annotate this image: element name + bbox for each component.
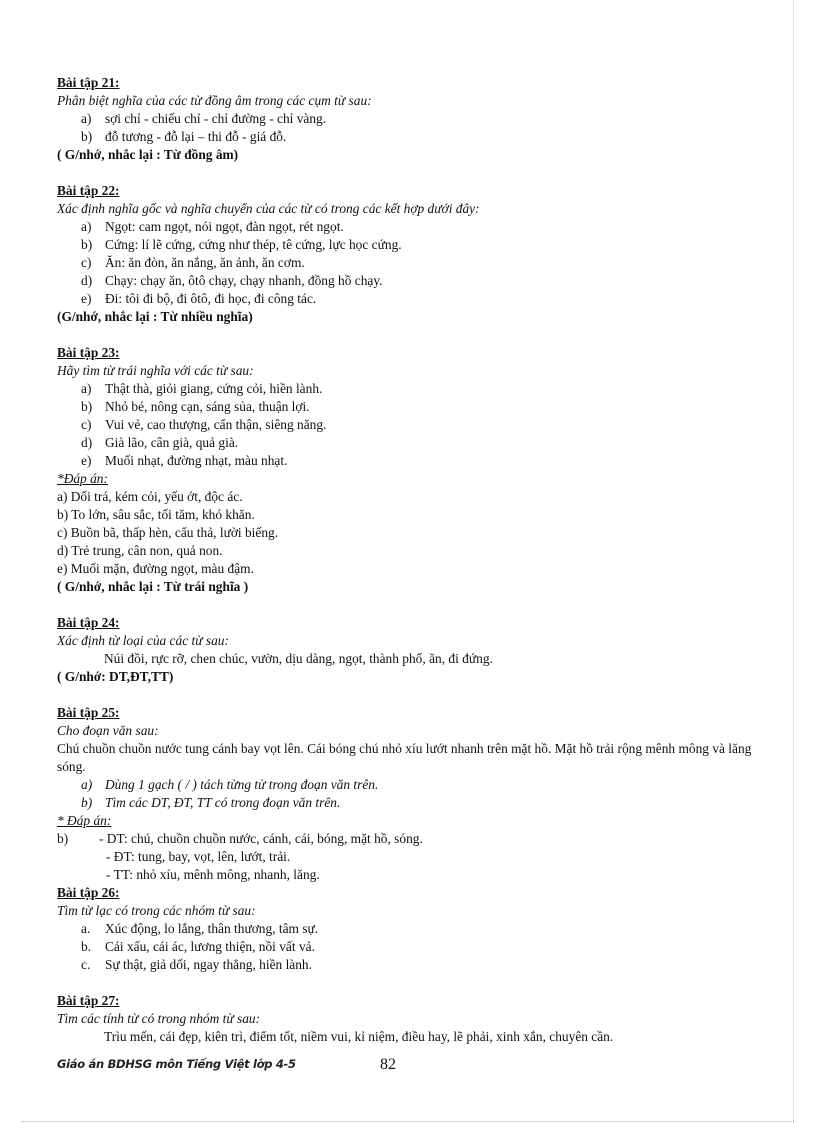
exercise-title: Bài tập 27: <box>57 993 120 1008</box>
list-item: a. Xúc động, lo lắng, thân thương, tâm sự. <box>81 921 319 936</box>
answer-line: b) To lớn, sâu sắc, tối tăm, khó khăn. <box>57 507 255 522</box>
page-number: 82 <box>380 1056 396 1073</box>
list-item: b) Cứng: lí lẽ cứng, cứng như thép, tê cứng, lực học cứng. <box>81 237 402 252</box>
exercise-instruction: Xác định nghĩa gốc và nghĩa chuyển của các từ có trong các kết hợp dưới đây: <box>57 201 480 216</box>
exercise-instruction: Cho đoạn văn sau: <box>57 723 159 738</box>
exercise-note: ( G/nhớ: DT,ĐT,TT) <box>57 669 174 684</box>
exercise-21 <box>57 74 757 164</box>
list-item: d) Già lão, cân già, quả già. <box>81 435 239 450</box>
exercise-24 <box>57 614 757 686</box>
list-item: e) Muối nhạt, đường nhạt, màu nhạt. <box>81 453 288 468</box>
answer-label: *Đáp án: <box>57 471 108 486</box>
exercise-instruction: Phân biệt nghĩa của các từ đồng âm trong các cụm từ sau: <box>57 93 372 108</box>
list-item: c) Vui vẻ, cao thượng, cẩn thận, siêng năng. <box>81 417 327 432</box>
exercise-23 <box>57 344 757 596</box>
list-item: d) Chạy: chạy ăn, ôtô chạy, chạy nhanh, đồng hồ chạy. <box>81 273 383 288</box>
exercise-25 <box>57 704 757 884</box>
list-item: b) Tìm các DT, ĐT, TT có trong đoạn văn trên. <box>81 795 341 810</box>
exercise-note: (G/nhớ, nhắc lại : Từ nhiều nghĩa) <box>57 309 253 324</box>
answer-line: c) Buồn bã, thấp hèn, cẩu thả, lười biếng. <box>57 525 279 540</box>
exercise-26 <box>57 884 757 974</box>
exercise-instruction: Xác định từ loại của các từ sau: <box>57 633 229 648</box>
answer-label: * Đáp án: <box>57 813 112 828</box>
answer-group <box>57 830 757 884</box>
exercise-instruction: Hãy tìm từ trái nghĩa với các từ sau: <box>57 363 254 378</box>
exercise-title: Bài tập 26: <box>57 885 120 900</box>
word-list: Trìu mến, cái đẹp, kiên trì, điểm tốt, niềm vui, kỉ niệm, điều hay, lẽ phải, xinh xắn, chuyên cần. <box>104 1029 614 1044</box>
exercise-title: Bài tập 24: <box>57 615 120 630</box>
exercise-instruction: Tìm từ lạc có trong các nhóm từ sau: <box>57 903 256 918</box>
list-item: c) Ăn: ăn đòn, ăn nắng, ăn ảnh, ăn cơm. <box>81 255 305 270</box>
list-item: b. Cái xấu, cái ác, lương thiện, nồi vất vả. <box>81 939 315 954</box>
exercise-title: Bài tập 25: <box>57 705 120 720</box>
answer-line: - DT: chú, chuồn chuồn nước, cánh, cái, bóng, mặt hồ, sóng. <box>99 831 423 846</box>
exercise-title: Bài tập 23: <box>57 345 120 360</box>
page-border-right <box>793 0 794 1123</box>
passage: Chú chuồn chuồn nước tung cánh bay vọt lên. Cái bóng chú nhỏ xíu lướt nhanh trên mặt hồ. Mặt hồ trải rộng mênh mông và lăng sóng. <box>57 741 752 774</box>
answer-line: e) Muối mặn, đường ngọt, màu đậm. <box>57 561 254 576</box>
list-item: c. Sự thật, giả dối, ngay thẳng, hiền lành. <box>81 957 312 972</box>
page-border-bottom <box>22 1121 794 1122</box>
exercise-instruction: Tìm các tính từ có trong nhóm từ sau: <box>57 1011 261 1026</box>
list-item: a) Dùng 1 gạch ( / ) tách từng từ trong đoạn văn trên. <box>81 777 379 792</box>
list-item: a) sợi chỉ - chiếu chỉ - chỉ đường - chỉ vàng. <box>81 111 327 126</box>
document-body <box>57 74 757 1046</box>
exercise-note: ( G/nhớ, nhắc lại : Từ trái nghĩa ) <box>57 579 249 594</box>
list-item: e) Đi: tôi đi bộ, đi ôtô, đi học, đi công tác. <box>81 291 317 306</box>
exercise-note: ( G/nhớ, nhắc lại : Từ đồng âm) <box>57 147 239 162</box>
exercise-22 <box>57 182 757 326</box>
exercise-title: Bài tập 21: <box>57 75 120 90</box>
answer-line: d) Trẻ trung, cân non, quả non. <box>57 543 223 558</box>
list-item: a) Ngọt: cam ngọt, nói ngọt, đàn ngọt, rét ngọt. <box>81 219 344 234</box>
answer-marker: b) <box>57 831 69 846</box>
exercise-title: Bài tập 22: <box>57 183 120 198</box>
exercise-27 <box>57 992 757 1046</box>
footer-title: Giáo án BDHSG môn Tiếng Việt lớp 4-5 <box>57 1057 296 1071</box>
answer-line: a) Dối trá, kém cỏi, yếu ớt, độc ác. <box>57 489 243 504</box>
list-item: a) Thật thà, giỏi giang, cứng cỏi, hiền lành. <box>81 381 323 396</box>
list-item: b) đỗ tương - đỗ lại – thi đỗ - giá đỗ. <box>81 129 287 144</box>
list-item: b) Nhỏ bé, nông cạn, sáng sủa, thuận lợi. <box>81 399 310 414</box>
word-list: Núi đồi, rực rỡ, chen chúc, vườn, dịu dàng, ngọt, thành phố, ăn, đi đứng. <box>104 651 493 666</box>
answer-line: - ĐT: tung, bay, vọt, lên, lướt, trải. <box>106 849 291 864</box>
answer-line: - TT: nhỏ xíu, mênh mông, nhanh, lăng. <box>106 867 320 882</box>
